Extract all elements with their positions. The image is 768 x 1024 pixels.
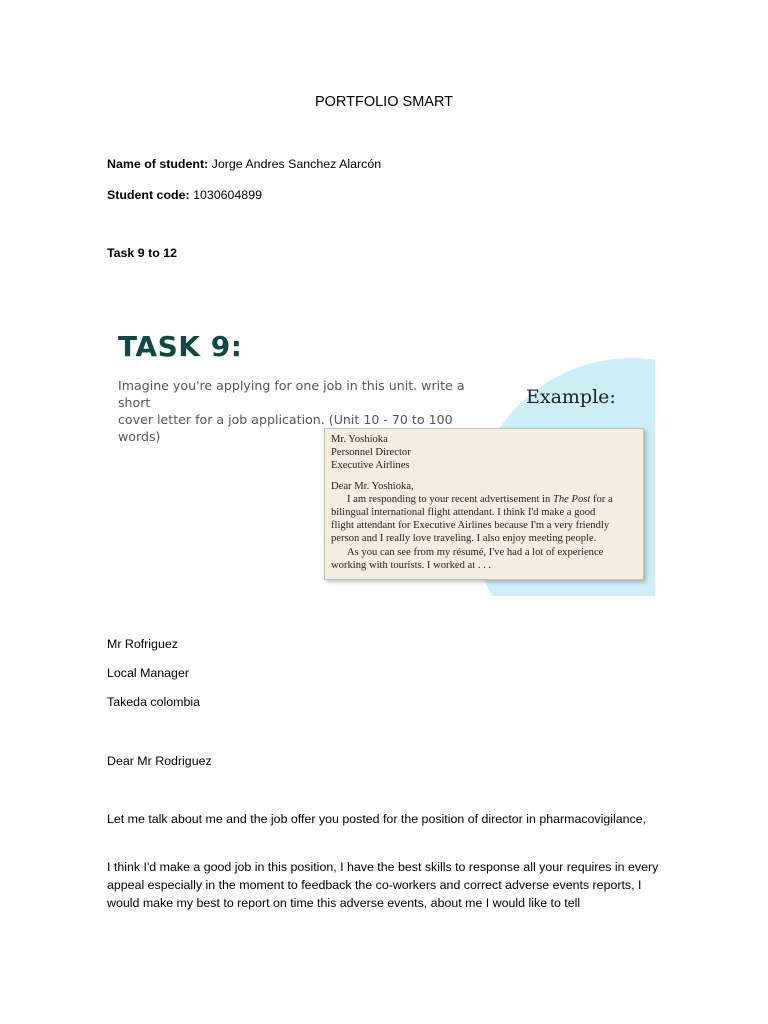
task-9-image xyxy=(110,324,655,596)
task-instruction-line: Imagine you're applying for one job in this unit. write a short xyxy=(118,378,465,410)
example-letter-body-line: As you can see from my résumé, I've had a lot of experience xyxy=(347,546,604,558)
example-letter-line: Personnel Director xyxy=(331,447,411,459)
example-letter-body-line: flight attendant for Executive Airlines because I'm a very friendly xyxy=(331,520,610,532)
example-letter-body-line: person and I really love traveling. I also enjoy meeting people. xyxy=(331,533,597,545)
student-name-line xyxy=(107,157,381,171)
example-letter-card xyxy=(324,428,644,580)
task-instruction-line: cover letter for a job application. (Unit 10 - 70 to 100 words) xyxy=(118,412,453,444)
student-name-value: Jorge Andres Sanchez Alarcón xyxy=(211,157,382,171)
document-title: PORTFOLIO SMART xyxy=(314,94,454,110)
recipient-company: Takeda colombia xyxy=(107,695,200,709)
letter-paragraph: Let me talk about me and the job offer you posted for the position of director in pharmacovigilance, xyxy=(107,812,647,826)
example-letter-body-line: I am responding to your recent advertisement in The Post for a xyxy=(347,493,613,505)
example-letter-body-line: bilingual international flight attendant. I think I'd make a good xyxy=(331,507,596,519)
letter-paragraph: I think I'd make a good job in this position, I have the best skills to response all your requires in every appeal especially in the moment to feedback the co-workers and correct adverse events reports, I would make my best to report on time this adverse events, about me I would like to tell xyxy=(107,860,659,910)
example-letter-salutation: Dear Mr. Yoshioka, xyxy=(331,480,414,492)
student-code-line xyxy=(107,188,262,202)
example-label: Example: xyxy=(526,386,616,408)
task-heading: TASK 9: xyxy=(118,330,243,363)
student-code-value: 1030604899 xyxy=(193,188,262,202)
recipient-name: Mr Rofriguez xyxy=(107,637,178,651)
student-name-label: Name of student: xyxy=(107,157,209,171)
example-letter-body-line: working with tourists. I worked at . . . xyxy=(331,559,492,571)
example-letter-line: Executive Airlines xyxy=(331,460,410,472)
task-range: Task 9 to 12 xyxy=(107,246,178,260)
example-letter-line: Mr. Yoshioka xyxy=(331,434,388,445)
recipient-title: Local Manager xyxy=(107,666,189,680)
letter-salutation: Dear Mr Rodriguez xyxy=(107,754,212,768)
student-code-label: Student code: xyxy=(107,188,190,202)
